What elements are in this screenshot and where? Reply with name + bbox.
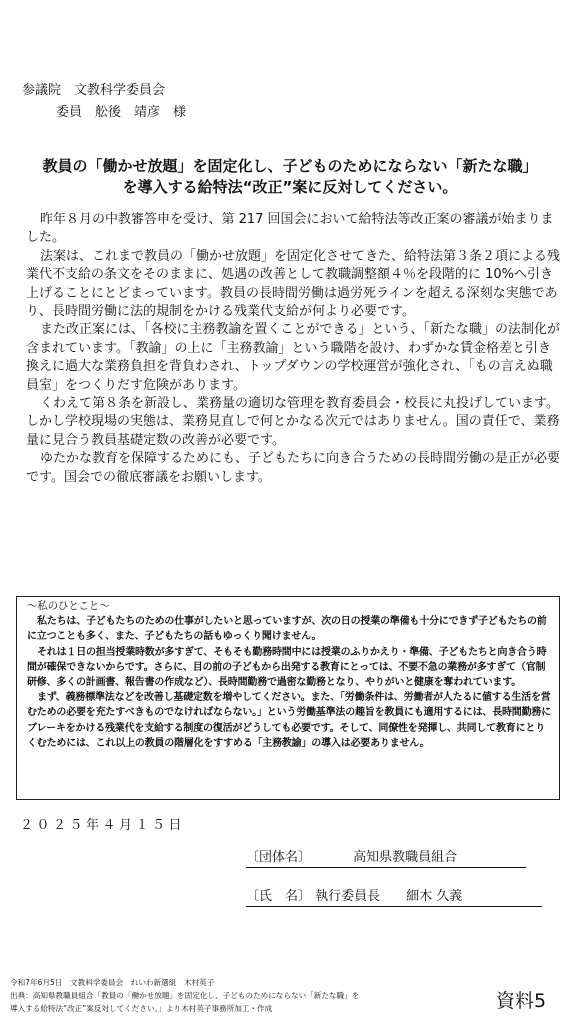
document-title bbox=[20, 156, 560, 198]
comment-box bbox=[16, 596, 560, 800]
body-paragraph-4: くわえて第８条を新設し、業務量の適切な管理を教育委員会・校長に丸投げしています。しかし学校現場の実態は、業務見直しで何とかなる次元ではありません。国の責任で、業務量に見合う教員基礎定数の改善が必要です。 bbox=[26, 396, 560, 448]
comment-paragraph-2: それは１日の担当授業時数が多すぎて、そもそも勤務時間中には授業のふりかえり・準備、子どもたちと向き合う時間が確保できないからです。さらに、目の前の子どもから出発する教育にとっては、不要不急の業務が多すぎて（官制研修、多くの計画書、報告書の作成など）、長時間勤務で過密な勤務となり、やりがいと健康を奪われています。 bbox=[27, 646, 547, 689]
comment-box-heading: ～私のひとこと～ bbox=[27, 600, 110, 612]
addressee-committee: 参議院 文教科学委員会 bbox=[22, 83, 166, 98]
addressee-block bbox=[22, 80, 186, 124]
petition-body bbox=[26, 211, 560, 487]
name-label: 〔氏 名〕 bbox=[246, 889, 312, 904]
body-paragraph-3: また改正案には、「各校に主務教諭を置くことができる」という、「新たな職」の法制化が含まれています。「教諭」の上に「主務教諭」という職階を設け、わずかな賃金格差と引き換えに過大な業務負担を背負わされ、トップダウンの学校運営が強化され、「もの言えぬ職員室」をつくりだす危険があります。 bbox=[26, 322, 561, 393]
comment-paragraph-1: 私たちは、子どもたちのための仕事がしたいと思っていますが、次の日の授業の準備も十分にできず子どもたちの前に立つことも多く、また、子どもたちの話もゆっくり聞けません。 bbox=[27, 616, 547, 643]
document-label: 資料5 bbox=[496, 990, 547, 1012]
signature-organization bbox=[246, 846, 526, 868]
body-paragraph-1: 昨年８月の中教審答申を受け、第 217 回国会において給特法等改正案の審議が始まりました。 bbox=[26, 212, 554, 246]
body-paragraph-2: 法案は、これまで教員の「働かせ放題」を固定化させてきた、給特法第３条２項による残業代不支給の条文をそのままに、処遇の改善として教職調整額４％を段階的に 10%へ引き上げることにとどまっています。教員の長時間労働は過労死ラインを超える深刻な実態であり、長時間労働に法的規制をかける残業代支給が何より必要です。 bbox=[26, 248, 561, 320]
document-date: ２０２５年４月１５日 bbox=[20, 818, 186, 833]
organization-label: 〔団体名〕 bbox=[246, 850, 312, 865]
comment-paragraph-3: まず、義務標準法などを改善し基礎定数を増やしてください。また、「労働条件は、労働者が人たるに値する生活を営むための必要を充たすべきものでなければならない。」という労働基準法の趣旨を教員にも適用するには、長時間勤務にブレーキをかける残業代を支給する制度の復活がどうしても必要です。そして、同僚性を発揮し、共同して教育にとりくむためには、これ以上の教員の階層化をすすめる「主務教諭」の導入は必要ありません。 bbox=[27, 692, 551, 749]
signatory-name: 執行委員長 細木 久義 bbox=[315, 889, 463, 904]
signature-name bbox=[246, 885, 542, 907]
footer-source bbox=[10, 976, 480, 1015]
footer-line-3: 導入する給特法“改正”案反対してください。」より木村英子事務所加工・作成 bbox=[10, 1004, 273, 1013]
addressee-member: 委員 舩後 靖彦 様 bbox=[56, 105, 187, 120]
title-line-1: 教員の「働かせ放題」を固定化し、子どものためにならない「新たな職」 bbox=[42, 157, 538, 175]
organization-name: 高知県教職員組合 bbox=[353, 850, 458, 865]
title-line-2: を導入する給特法“改正”案に反対してください。 bbox=[122, 178, 458, 196]
footer-line-1: 令和7年6月5日 文教科学委員会 れいわ新選組 木村英子 bbox=[10, 978, 215, 987]
footer-line-2: 出典：高知県教職員組合「教員の「働かせ放題」を固定化し、子どものためにならない「新たな職」を bbox=[10, 991, 360, 1000]
body-paragraph-5: ゆたかな教育を保障するためにも、子どもたちに向き合うための長時間労働の是正が必要です。国会での徹底審議をお願いします。 bbox=[26, 451, 561, 485]
